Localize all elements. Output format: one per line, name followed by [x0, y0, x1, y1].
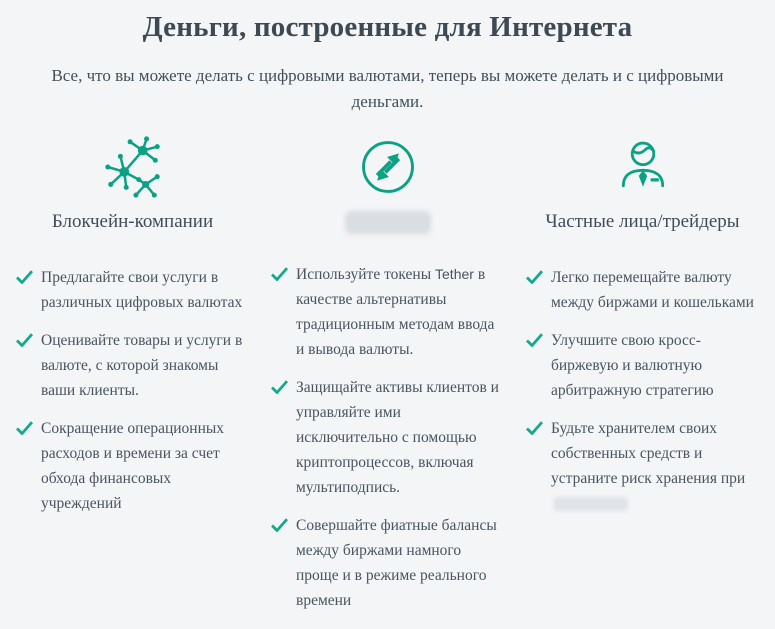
check-icon [526, 333, 543, 347]
column-title: Блокчейн-компании [51, 211, 214, 232]
benefits-list [16, 265, 249, 516]
trader-person-icon [613, 137, 673, 197]
list-item: Оценивайте товары и услуги в валюте, с которой знакомы ваши клиенты. [16, 328, 249, 403]
network-icon [102, 136, 164, 198]
check-icon [271, 267, 288, 281]
column-blockchain-companies [16, 131, 249, 629]
check-icon [271, 518, 288, 532]
list-item: Сокращение операционных расходов и времени за счет обхода финансовых учреждений [16, 416, 249, 516]
check-icon [16, 333, 33, 347]
redacted-text [554, 497, 628, 511]
list-item: Будьте хранителем своих собственных средств и устраните риск хранения при [526, 416, 759, 516]
check-icon [271, 380, 288, 394]
list-item: Легко перемещайте валюту между биржами и кошельками [526, 265, 759, 315]
check-icon [16, 270, 33, 284]
page-subtitle: Все, что вы можете делать с цифровыми валютами, теперь вы можете делать и с цифровыми деньгами. [51, 66, 724, 111]
list-item: Защищайте активы клиентов и управляйте ими исключительно с помощью криптопроцессов, включая мультиподпись. [271, 375, 504, 500]
column-title: Частные лица/трейдеры [545, 211, 740, 232]
list-item: Улучшите свою кросс-биржевую и валютную арбитражную стратегию [526, 328, 759, 403]
column-individual-traders [526, 131, 759, 629]
benefits-list [526, 265, 759, 516]
column-title-redacted [345, 211, 431, 234]
check-icon [526, 421, 543, 435]
exchange-arrows-icon [359, 138, 417, 196]
check-icon [16, 421, 33, 435]
column-exchanges [271, 131, 504, 629]
list-item: Совершайте фиатные балансы между биржами намного проще и в режиме реального времени [271, 513, 504, 613]
list-item: Используйте токены Tether в качестве альтернативы традиционным методам ввода и вывода валюты. [271, 262, 504, 362]
list-item: Предлагайте свои услуги в различных цифровых валютах [16, 265, 249, 315]
page-title: Деньги, построенные для Интернета [142, 11, 633, 43]
columns-grid [16, 131, 759, 629]
check-icon [526, 270, 543, 284]
brand-name: Tether [435, 266, 474, 282]
benefits-list [271, 262, 504, 613]
